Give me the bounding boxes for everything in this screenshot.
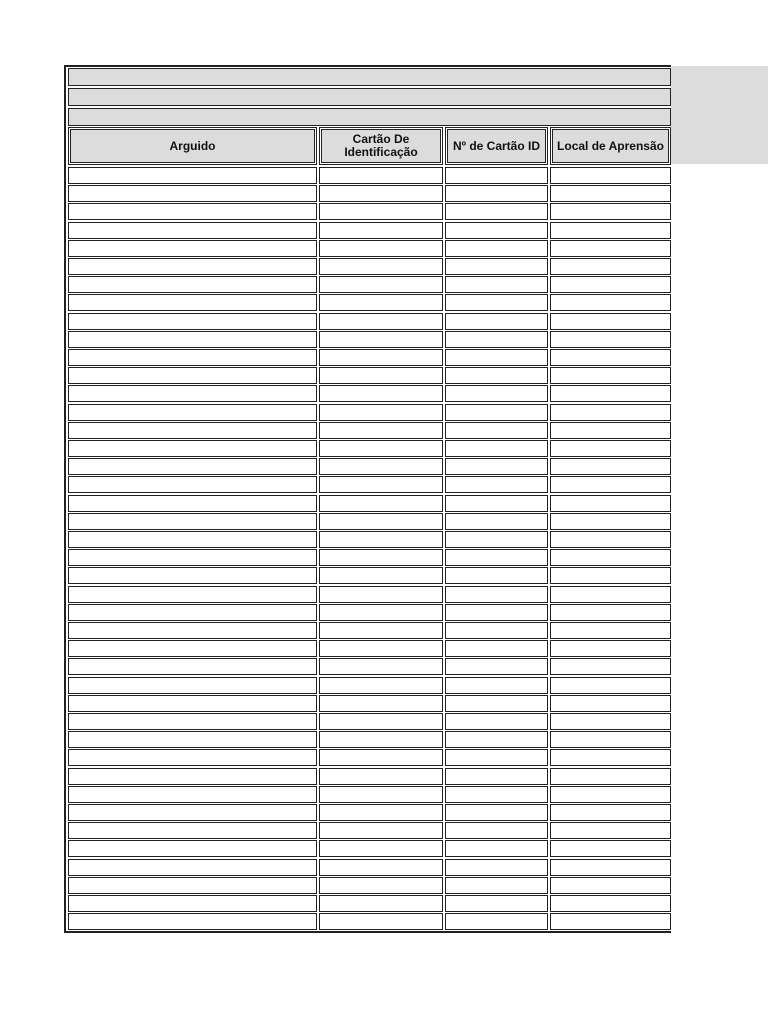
cell-local-de-apreensao[interactable]: [550, 222, 671, 239]
cell-arguido[interactable]: [68, 877, 317, 894]
cell-arguido[interactable]: [68, 713, 317, 730]
cell-local-de-apreensao[interactable]: [550, 768, 671, 785]
cell-arguido[interactable]: [68, 822, 317, 839]
cell-numero-cartao-id[interactable]: [445, 604, 548, 621]
cell-arguido[interactable]: [68, 586, 317, 603]
cell-numero-cartao-id[interactable]: [445, 294, 548, 311]
cell-numero-cartao-id[interactable]: [445, 185, 548, 202]
cell-numero-cartao-id[interactable]: [445, 240, 548, 257]
cell-arguido[interactable]: [68, 549, 317, 566]
cell-numero-cartao-id[interactable]: [445, 640, 548, 657]
table-row: [66, 804, 671, 821]
cell-local-de-apreensao[interactable]: [550, 203, 671, 220]
cell-cartao-de-identificacao[interactable]: [319, 567, 443, 584]
cell-arguido[interactable]: [68, 385, 317, 402]
cell-local-de-apreensao[interactable]: [550, 604, 671, 621]
cell-local-de-apreensao[interactable]: [550, 713, 671, 730]
cell-cartao-de-identificacao[interactable]: [319, 513, 443, 530]
cell-arguido[interactable]: [68, 658, 317, 675]
cell-local-de-apreensao[interactable]: [550, 658, 671, 675]
shaded-margin-block: [671, 66, 768, 164]
cell-local-de-apreensao[interactable]: [550, 895, 671, 912]
cell-numero-cartao-id[interactable]: [445, 404, 548, 421]
table-row: [66, 640, 671, 657]
cell-numero-cartao-id[interactable]: [445, 367, 548, 384]
cell-numero-cartao-id[interactable]: [445, 385, 548, 402]
title-band-3: [68, 108, 671, 126]
cell-cartao-de-identificacao[interactable]: [319, 476, 443, 493]
cell-numero-cartao-id[interactable]: [445, 549, 548, 566]
cell-local-de-apreensao[interactable]: [550, 749, 671, 766]
cell-local-de-apreensao[interactable]: [550, 276, 671, 293]
cell-cartao-de-identificacao[interactable]: [319, 877, 443, 894]
cell-local-de-apreensao[interactable]: [550, 331, 671, 348]
cell-arguido[interactable]: [68, 203, 317, 220]
cell-local-de-apreensao[interactable]: [550, 476, 671, 493]
cell-numero-cartao-id[interactable]: [445, 495, 548, 512]
table-row: [66, 513, 671, 530]
cell-arguido[interactable]: [68, 895, 317, 912]
cell-arguido[interactable]: [68, 859, 317, 876]
table-row: [66, 604, 671, 621]
cell-local-de-apreensao[interactable]: [550, 640, 671, 657]
cell-cartao-de-identificacao[interactable]: [319, 440, 443, 457]
cell-local-de-apreensao[interactable]: [550, 786, 671, 803]
cell-arguido[interactable]: [68, 331, 317, 348]
cell-numero-cartao-id[interactable]: [445, 713, 548, 730]
cell-local-de-apreensao[interactable]: [550, 822, 671, 839]
table-row: [66, 840, 671, 857]
cell-cartao-de-identificacao[interactable]: [319, 859, 443, 876]
cell-numero-cartao-id[interactable]: [445, 658, 548, 675]
table-row: [66, 768, 671, 785]
cell-numero-cartao-id[interactable]: [445, 622, 548, 639]
cell-local-de-apreensao[interactable]: [550, 185, 671, 202]
cell-arguido[interactable]: [68, 622, 317, 639]
cell-local-de-apreensao[interactable]: [550, 513, 671, 530]
cell-arguido[interactable]: [68, 258, 317, 275]
cell-local-de-apreensao[interactable]: [550, 877, 671, 894]
cell-numero-cartao-id[interactable]: [445, 167, 548, 184]
spreadsheet-table: [64, 65, 671, 933]
cell-numero-cartao-id[interactable]: [445, 258, 548, 275]
cell-numero-cartao-id[interactable]: [445, 513, 548, 530]
cell-local-de-apreensao[interactable]: [550, 440, 671, 457]
cell-local-de-apreensao[interactable]: [550, 313, 671, 330]
table-row: [66, 859, 671, 876]
cell-arguido[interactable]: [68, 458, 317, 475]
table-row: [66, 531, 671, 548]
cell-local-de-apreensao[interactable]: [550, 859, 671, 876]
cell-cartao-de-identificacao[interactable]: [319, 840, 443, 857]
cell-local-de-apreensao[interactable]: [550, 622, 671, 639]
cell-numero-cartao-id[interactable]: [445, 913, 548, 930]
cell-cartao-de-identificacao[interactable]: [319, 222, 443, 239]
cell-arguido[interactable]: [68, 240, 317, 257]
cell-local-de-apreensao[interactable]: [550, 804, 671, 821]
cell-cartao-de-identificacao[interactable]: [319, 367, 443, 384]
cell-numero-cartao-id[interactable]: [445, 786, 548, 803]
cell-cartao-de-identificacao[interactable]: [319, 203, 443, 220]
cell-numero-cartao-id[interactable]: [445, 822, 548, 839]
cell-cartao-de-identificacao[interactable]: [319, 422, 443, 439]
cell-cartao-de-identificacao[interactable]: [319, 677, 443, 694]
cell-local-de-apreensao[interactable]: [550, 495, 671, 512]
cell-arguido[interactable]: [68, 840, 317, 857]
cell-local-de-apreensao[interactable]: [550, 240, 671, 257]
cell-arguido[interactable]: [68, 367, 317, 384]
cell-cartao-de-identificacao[interactable]: [319, 658, 443, 675]
table-row: [66, 258, 671, 275]
cell-numero-cartao-id[interactable]: [445, 840, 548, 857]
cell-numero-cartao-id[interactable]: [445, 440, 548, 457]
cell-numero-cartao-id[interactable]: [445, 422, 548, 439]
table-header-row: [66, 127, 671, 165]
table-row: [66, 440, 671, 457]
table-row: [66, 203, 671, 220]
cell-numero-cartao-id[interactable]: [445, 677, 548, 694]
cell-cartao-de-identificacao[interactable]: [319, 258, 443, 275]
table-row: [66, 622, 671, 639]
cell-cartao-de-identificacao[interactable]: [319, 768, 443, 785]
table-row: [66, 367, 671, 384]
cell-cartao-de-identificacao[interactable]: [319, 822, 443, 839]
table-row: [66, 185, 671, 202]
cell-cartao-de-identificacao[interactable]: [319, 695, 443, 712]
cell-arguido[interactable]: [68, 913, 317, 930]
table-row: [66, 895, 671, 912]
cell-local-de-apreensao[interactable]: [550, 840, 671, 857]
cell-cartao-de-identificacao[interactable]: [319, 622, 443, 639]
table-row: [66, 567, 671, 584]
cell-cartao-de-identificacao[interactable]: [319, 313, 443, 330]
cell-cartao-de-identificacao[interactable]: [319, 731, 443, 748]
table-row: [66, 349, 671, 366]
cell-cartao-de-identificacao[interactable]: [319, 294, 443, 311]
cell-arguido[interactable]: [68, 276, 317, 293]
cell-local-de-apreensao[interactable]: [550, 695, 671, 712]
cell-arguido[interactable]: [68, 404, 317, 421]
table-row: [66, 658, 671, 675]
cell-cartao-de-identificacao[interactable]: [319, 913, 443, 930]
cell-numero-cartao-id[interactable]: [445, 531, 548, 548]
cell-numero-cartao-id[interactable]: [445, 567, 548, 584]
cell-local-de-apreensao[interactable]: [550, 258, 671, 275]
cell-cartao-de-identificacao[interactable]: [319, 640, 443, 657]
table-row: [66, 713, 671, 730]
cell-numero-cartao-id[interactable]: [445, 695, 548, 712]
table-row: [66, 422, 671, 439]
table-row: [66, 222, 671, 239]
table-row: [66, 749, 671, 766]
table-row: [66, 877, 671, 894]
cell-cartao-de-identificacao[interactable]: [319, 240, 443, 257]
title-band-1: [68, 68, 671, 86]
table-row: [66, 786, 671, 803]
cell-arguido[interactable]: [68, 640, 317, 657]
cell-cartao-de-identificacao[interactable]: [319, 531, 443, 548]
table-row: [66, 458, 671, 475]
cell-arguido[interactable]: [68, 495, 317, 512]
title-band-2: [68, 88, 671, 106]
table-row: [66, 495, 671, 512]
table-row: [66, 549, 671, 566]
table-row: [66, 167, 671, 184]
header-cartao-de-identificacao: Cartão De Identificação: [319, 127, 443, 165]
cell-numero-cartao-id[interactable]: [445, 476, 548, 493]
cell-local-de-apreensao[interactable]: [550, 531, 671, 548]
cell-arguido[interactable]: [68, 567, 317, 584]
cell-cartao-de-identificacao[interactable]: [319, 404, 443, 421]
table-row: [66, 276, 671, 293]
cell-arguido[interactable]: [68, 768, 317, 785]
table-row: [66, 913, 671, 930]
cell-local-de-apreensao[interactable]: [550, 422, 671, 439]
cell-local-de-apreensao[interactable]: [550, 367, 671, 384]
cell-cartao-de-identificacao[interactable]: [319, 804, 443, 821]
cell-cartao-de-identificacao[interactable]: [319, 185, 443, 202]
cell-local-de-apreensao[interactable]: [550, 567, 671, 584]
cell-numero-cartao-id[interactable]: [445, 313, 548, 330]
cell-arguido[interactable]: [68, 222, 317, 239]
cell-numero-cartao-id[interactable]: [445, 768, 548, 785]
cell-arguido[interactable]: [68, 513, 317, 530]
header-local-de-apreensao: Local de Aprensão: [550, 127, 671, 165]
cell-arguido[interactable]: [68, 185, 317, 202]
cell-numero-cartao-id[interactable]: [445, 203, 548, 220]
table-row: [66, 822, 671, 839]
cell-numero-cartao-id[interactable]: [445, 586, 548, 603]
table-row: [66, 476, 671, 493]
cell-cartao-de-identificacao[interactable]: [319, 385, 443, 402]
cell-numero-cartao-id[interactable]: [445, 331, 548, 348]
cell-cartao-de-identificacao[interactable]: [319, 586, 443, 603]
cell-numero-cartao-id[interactable]: [445, 895, 548, 912]
cell-numero-cartao-id[interactable]: [445, 749, 548, 766]
cell-arguido[interactable]: [68, 313, 317, 330]
cell-arguido[interactable]: [68, 476, 317, 493]
cell-local-de-apreensao[interactable]: [550, 385, 671, 402]
cell-cartao-de-identificacao[interactable]: [319, 458, 443, 475]
cell-cartao-de-identificacao[interactable]: [319, 349, 443, 366]
table-row: [66, 331, 671, 348]
cell-local-de-apreensao[interactable]: [550, 731, 671, 748]
cell-local-de-apreensao[interactable]: [550, 349, 671, 366]
cell-local-de-apreensao[interactable]: [550, 167, 671, 184]
cell-local-de-apreensao[interactable]: [550, 458, 671, 475]
cell-arguido[interactable]: [68, 422, 317, 439]
cell-cartao-de-identificacao[interactable]: [319, 749, 443, 766]
cell-numero-cartao-id[interactable]: [445, 731, 548, 748]
cell-cartao-de-identificacao[interactable]: [319, 331, 443, 348]
header-arguido: Arguido: [68, 127, 317, 165]
table-row: [66, 385, 671, 402]
cell-arguido[interactable]: [68, 786, 317, 803]
cell-numero-cartao-id[interactable]: [445, 877, 548, 894]
table-row: [66, 677, 671, 694]
table-row: [66, 294, 671, 311]
header-numero-cartao-id: Nº de Cartão ID: [445, 127, 548, 165]
table-row: [66, 586, 671, 603]
cell-numero-cartao-id[interactable]: [445, 349, 548, 366]
cell-arguido[interactable]: [68, 604, 317, 621]
cell-numero-cartao-id[interactable]: [445, 804, 548, 821]
cell-cartao-de-identificacao[interactable]: [319, 713, 443, 730]
table-row: [66, 731, 671, 748]
cell-local-de-apreensao[interactable]: [550, 677, 671, 694]
cell-cartao-de-identificacao[interactable]: [319, 495, 443, 512]
cell-arguido[interactable]: [68, 804, 317, 821]
table-row: [66, 240, 671, 257]
cell-local-de-apreensao[interactable]: [550, 549, 671, 566]
cell-arguido[interactable]: [68, 731, 317, 748]
cell-arguido[interactable]: [68, 294, 317, 311]
cell-local-de-apreensao[interactable]: [550, 913, 671, 930]
cell-numero-cartao-id[interactable]: [445, 859, 548, 876]
cell-cartao-de-identificacao[interactable]: [319, 167, 443, 184]
table-row: [66, 404, 671, 421]
cell-cartao-de-identificacao[interactable]: [319, 895, 443, 912]
cell-arguido[interactable]: [68, 749, 317, 766]
cell-arguido[interactable]: [68, 531, 317, 548]
cell-numero-cartao-id[interactable]: [445, 222, 548, 239]
cell-cartao-de-identificacao[interactable]: [319, 786, 443, 803]
cell-cartao-de-identificacao[interactable]: [319, 276, 443, 293]
cell-arguido[interactable]: [68, 677, 317, 694]
table-row: [66, 313, 671, 330]
cell-arguido[interactable]: [68, 695, 317, 712]
cell-cartao-de-identificacao[interactable]: [319, 549, 443, 566]
cell-numero-cartao-id[interactable]: [445, 458, 548, 475]
cell-cartao-de-identificacao[interactable]: [319, 604, 443, 621]
cell-local-de-apreensao[interactable]: [550, 294, 671, 311]
cell-local-de-apreensao[interactable]: [550, 586, 671, 603]
cell-local-de-apreensao[interactable]: [550, 404, 671, 421]
cell-numero-cartao-id[interactable]: [445, 276, 548, 293]
cell-arguido[interactable]: [68, 349, 317, 366]
table-row: [66, 695, 671, 712]
cell-arguido[interactable]: [68, 440, 317, 457]
cell-arguido[interactable]: [68, 167, 317, 184]
